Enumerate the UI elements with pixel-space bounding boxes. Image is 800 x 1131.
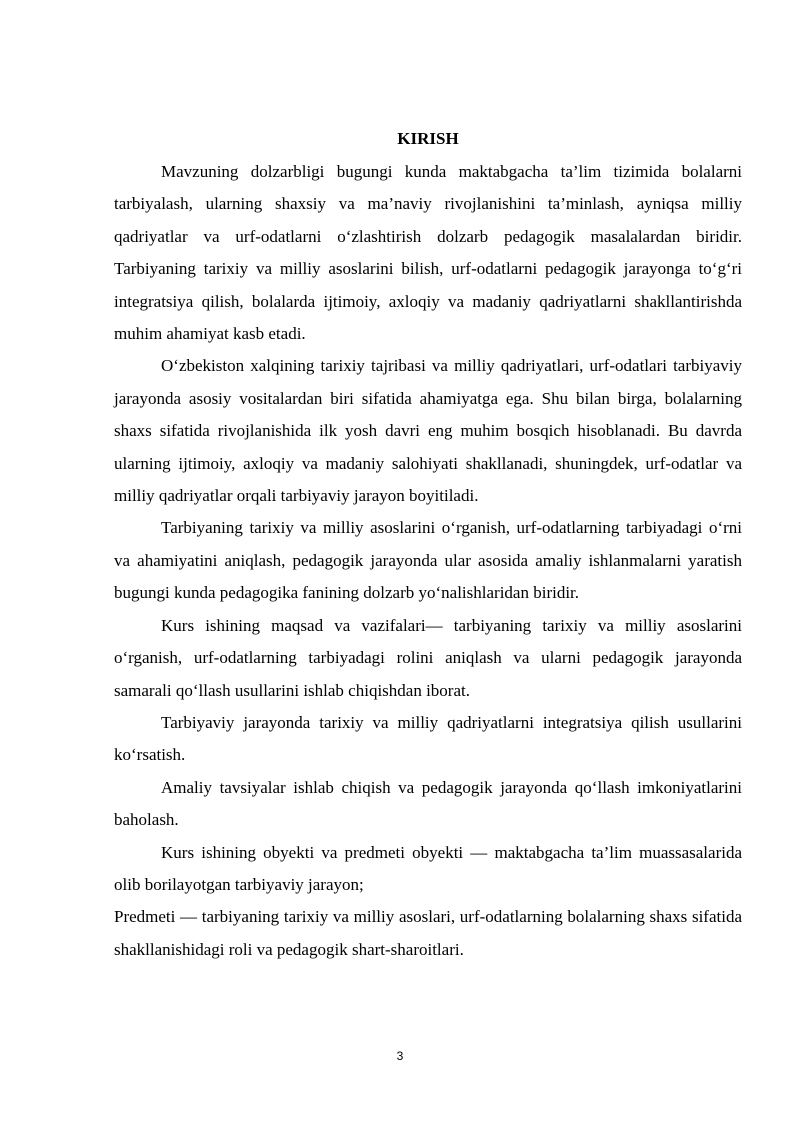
document-page: [114, 128, 742, 966]
paragraph-object: Kurs ishining obyekti va predmeti obyekti — maktabgacha ta’lim muassasalarida olib borilayotgan tarbiyaviy jarayon;: [114, 842, 742, 894]
paragraph-study-importance: Tarbiyaning tarixiy va milliy asoslarini o‘rganish, urf-odatlarning tarbiyadagi o‘rni va ahamiyatini aniqlash, pedagogik jarayonda ular asosida amaliy ishlanmalarni yaratish bugungi kunda pedagogika fanining dolzarb yo‘nalishlaridan biridir.: [114, 518, 742, 603]
paragraph-task-integration: Tarbiyaviy jarayonda tarixiy va milliy qadriyatlarni integratsiya qilish usullarini ko‘rsatish.: [114, 712, 742, 765]
paragraph-subject: Predmeti — tarbiyaning tarixiy va milliy asoslari, urf-odatlarning bolalarning shaxs sifatida shakllanishidagi roli va pedagogik shart-sharoitlari.: [114, 907, 742, 959]
paragraph-task-recommendations: Amaliy tavsiyalar ishlab chiqish va pedagogik jarayonda qo‘llash imkoniyatlarini baholash.: [114, 777, 742, 830]
paragraph-relevance: Mavzuning dolzarbligi bugungi kunda maktabgacha ta’lim tizimida bolalarni tarbiyalash, ularning shaxsiy va ma’naviy rivojlanishini ta’minlash, ayniqsa milliy qadriyatlar va urf-odatlarni o‘zlashtirish dolzarb pedagogik masalalardan biridir. Tarbiyaning tarixiy va milliy asoslarini bilish, urf-odatlarni pedagogik jarayonga to‘g‘ri integratsiya qilish, bolalarda ijtimoiy, axloqiy va madaniy qadriyatlarni shakllantirishda muhim ahamiyat kasb etadi.: [114, 162, 742, 344]
paragraph-historical-experience: O‘zbekiston xalqining tarixiy tajribasi va milliy qadriyatlari, urf-odatlari tarbiyaviy jarayonda asosiy vositalardan biri sifatida ahamiyatga ega. Shu bilan birga, bolalarning shaxs sifatida rivojlanishida ilk yosh davri eng muhim bosqich hisoblanadi. Bu davrda ularning ijtimoiy, axloqiy va madaniy salohiyati shakllanadi, shuningdek, urf-odatlar va milliy qadriyatlar orqali tarbiyaviy jarayon boyitiladi.: [114, 356, 742, 506]
page-number: 3: [396, 1049, 404, 1063]
section-title: KIRISH: [397, 129, 459, 148]
paragraph-goals: Kurs ishining maqsad va vazifalari— tarbiyaning tarixiy va milliy asoslarini o‘rganish, urf-odatlarning tarbiyadagi rolini aniqlash va ularni pedagogik jarayonda samarali qo‘llash usullarini ishlab chiqishdan iborat.: [114, 615, 742, 700]
